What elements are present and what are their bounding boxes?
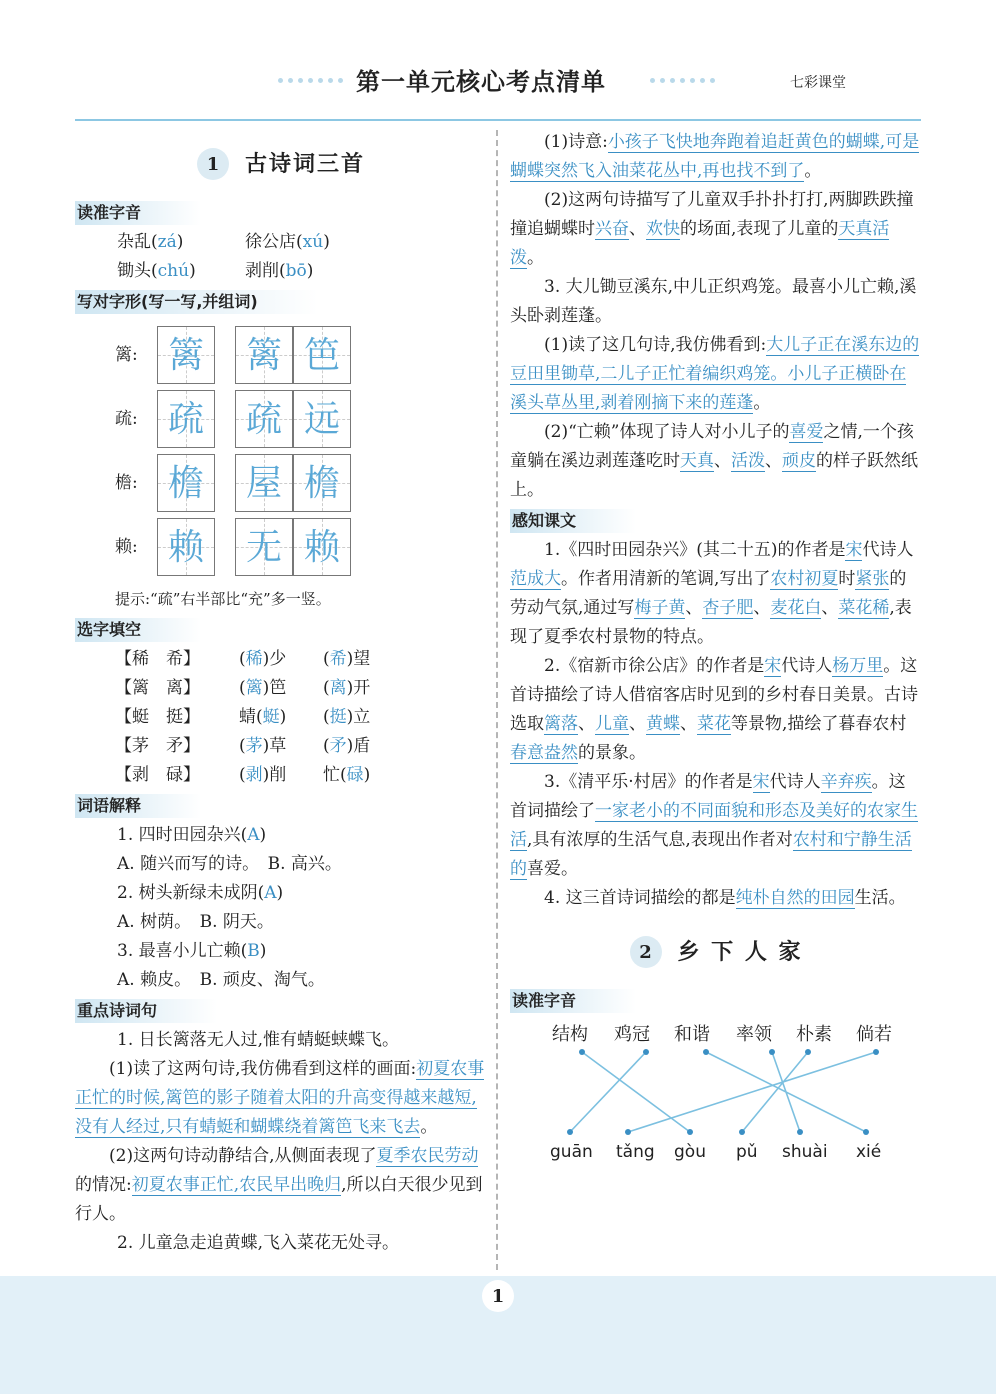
section-1-heading <box>75 139 487 189</box>
pick-row: 【剥 碌】 (剥)削 忙(碌) <box>115 765 371 785</box>
pinyin-word: 杂乱( <box>117 232 158 252</box>
right-column <box>510 128 922 1160</box>
match-pinyin: shuài <box>782 1142 828 1162</box>
hint-text: 提示:“疏”右半部比“充”多一竖。 <box>115 590 331 608</box>
grid-cell: 篱 <box>157 326 215 384</box>
know-item-1: 1.《四时田园杂兴》(其二十五)的作者是宋代诗人范成大。作者用清新的笔调,写出了农村初夏时紧张的劳动气氛,通过写梅子黄、杏子肥、麦花白、菜花稀,表现了夏季农村景物的特点。 <box>510 540 914 647</box>
pick-rows <box>115 645 487 790</box>
column-divider <box>496 130 498 1270</box>
section-2-heading <box>510 927 922 977</box>
grid-label: 檐: <box>115 472 138 493</box>
know-item-3: 3.《清平乐·村居》的作者是宋代诗人辛弃疾。这首词描绘了一家老小的不同面貌和形态及美好的农家生活,具有浓厚的生活气息,表现出作者对农村和宁静生活的喜爱。 <box>510 772 918 879</box>
match-pinyin: xié <box>856 1142 882 1162</box>
know-item-4: 4. 这三首诗词描绘的都是纯朴自然的田园生活。 <box>544 888 906 908</box>
match-pinyin: tǎng <box>616 1142 655 1162</box>
tag-pick: 选字填空 <box>75 618 201 642</box>
grid-cell: 赖 <box>157 518 215 576</box>
grid-cell: 无 <box>235 518 293 576</box>
match-pinyin: pǔ <box>736 1142 758 1162</box>
match-word: 结构 <box>552 1024 588 1045</box>
poem3-question-2: (2)“亡赖”体现了诗人对小儿子的喜爱之情,一个孩童躺在溪边剥莲蓬吃时天真、活泼、顽皮的样子跃然纸上。 <box>510 422 918 500</box>
tag-pinyin: 读准字音 <box>75 201 201 225</box>
pinyin-rows: 杂乱(zá) 徐公店(xú) 锄头(chú) 剥削(bō) <box>117 232 330 281</box>
grid-cell: 远 <box>293 390 351 448</box>
poem2-question-2: (2)这两句诗描写了儿童双手扑扑打打,两脚跌跌撞撞追蝴蝶时兴奋、欢快的场面,表现了儿童的天真活泼。 <box>510 190 914 268</box>
writing-grid <box>115 323 487 579</box>
pick-row: 【稀 希】 (稀)少 (希)望 <box>115 649 371 669</box>
section-title: 乡 下 人 家 <box>677 938 803 965</box>
pinyin-answer: chú <box>157 261 190 281</box>
section-number: 1 <box>197 148 229 180</box>
poem-line-2: 2. 儿童急走追黄蝶,飞入菜花无处寻。 <box>117 1233 400 1253</box>
page-footer <box>0 1276 996 1394</box>
tag-write: 写对字形(写一写,并组词) <box>75 290 318 314</box>
pinyin-word: 剥削( <box>245 261 286 281</box>
tag-poem: 重点诗词句 <box>75 999 217 1023</box>
pick-row: 【蜓 挺】 蜻(蜓) (挺)立 <box>115 707 371 727</box>
match-word: 率领 <box>736 1024 772 1045</box>
grid-row <box>115 515 487 579</box>
word-explanations: 1. 四时田园杂兴(A) A. 随兴而写的诗。 B. 高兴。 2. 树头新绿未成阴(A) A. 树荫。 B. 阴天。 3. 最喜小儿亡赖(B) A. 赖皮。 B. 顽皮、淘气。 <box>117 825 342 990</box>
grid-cell: 疏 <box>157 390 215 448</box>
pinyin-answer: bō <box>285 261 307 281</box>
header-dots-left <box>278 78 343 84</box>
tag-pinyin-2: 读准字音 <box>510 989 636 1013</box>
page-header <box>0 62 996 102</box>
match-word: 朴素 <box>796 1024 832 1045</box>
match-pinyin: gòu <box>674 1142 706 1162</box>
grid-cell: 笆 <box>293 326 351 384</box>
grid-label: 篱: <box>115 344 138 365</box>
grid-row <box>115 387 487 451</box>
poem2-question-1: (1)诗意:小孩子飞快地奔跑着追赶黄色的蝴蝶,可是蝴蝶突然飞入油菜花丛中,再也找不到了。 <box>510 132 920 181</box>
poem-line-1: 1. 日长篱落无人过,惟有蜻蜓蛱蝶飞。 <box>117 1030 400 1050</box>
header-dots-right <box>650 78 715 84</box>
grid-cell: 篱 <box>235 326 293 384</box>
grid-cell: 檐 <box>293 454 351 512</box>
page-number: 1 <box>482 1280 514 1312</box>
tag-words: 词语解释 <box>75 794 201 818</box>
page-title: 第一单元核心考点清单 <box>356 67 606 96</box>
pick-row: 【篱 离】 (篱)笆 (离)开 <box>115 678 371 698</box>
pinyin-answer: zá <box>157 232 177 252</box>
poem-question-2: (2)这两句诗动静结合,从侧面表现了夏季农民劳动的情况:初夏农事正忙,农民早出晚归,所以白天很少见到行人。 <box>75 1146 483 1224</box>
brand-label: 七彩课堂 <box>790 75 846 91</box>
section-number: 2 <box>630 936 662 968</box>
match-pinyin: guān <box>550 1142 593 1162</box>
grid-label: 疏: <box>115 408 138 429</box>
grid-cell: 疏 <box>235 390 293 448</box>
grid-cell: 赖 <box>293 518 351 576</box>
match-word: 和谐 <box>674 1024 710 1045</box>
pick-row: 【茅 矛】 (茅)草 (矛)盾 <box>115 736 371 756</box>
left-column <box>75 135 487 1258</box>
pinyin-answer: xú <box>302 232 324 252</box>
poem3-question-1: (1)读了这几句诗,我仿佛看到:大儿子正在溪东边的豆田里锄草,二儿子正忙着编织鸡笼。小儿子正横卧在溪头草丛里,剥着刚摘下来的莲蓬。 <box>510 335 920 413</box>
pinyin-matching <box>510 1020 922 1160</box>
grid-row <box>115 323 487 387</box>
section-title: 古诗词三首 <box>244 150 365 177</box>
grid-row <box>115 451 487 515</box>
match-word: 鸡冠 <box>614 1024 650 1045</box>
know-item-2: 2.《宿新市徐公店》的作者是宋代诗人杨万里。这首诗描绘了诗人借宿客店时见到的乡村春日美景。古诗选取篱落、儿童、黄蝶、菜花等景物,描绘了暮春农村春意盎然的景象。 <box>510 656 918 763</box>
pinyin-word: 锄头( <box>117 261 158 281</box>
match-word: 倘若 <box>856 1024 892 1045</box>
pinyin-word: 徐公店( <box>245 232 303 252</box>
poem-line-3: 3. 大儿锄豆溪东,中儿正织鸡笼。最喜小儿亡赖,溪头卧剥莲蓬。 <box>510 277 917 326</box>
tag-know: 感知课文 <box>510 509 636 533</box>
grid-cell: 檐 <box>157 454 215 512</box>
poem-question-1: (1)读了这两句诗,我仿佛看到这样的画面:初夏农事正忙的时候,篱笆的影子随着太阳的升高变得越来越短,没有人经过,只有蜻蜓和蝴蝶绕着篱笆飞来飞去。 <box>75 1059 485 1137</box>
header-rule <box>75 119 921 121</box>
grid-cell: 屋 <box>235 454 293 512</box>
grid-label: 赖: <box>115 536 138 557</box>
